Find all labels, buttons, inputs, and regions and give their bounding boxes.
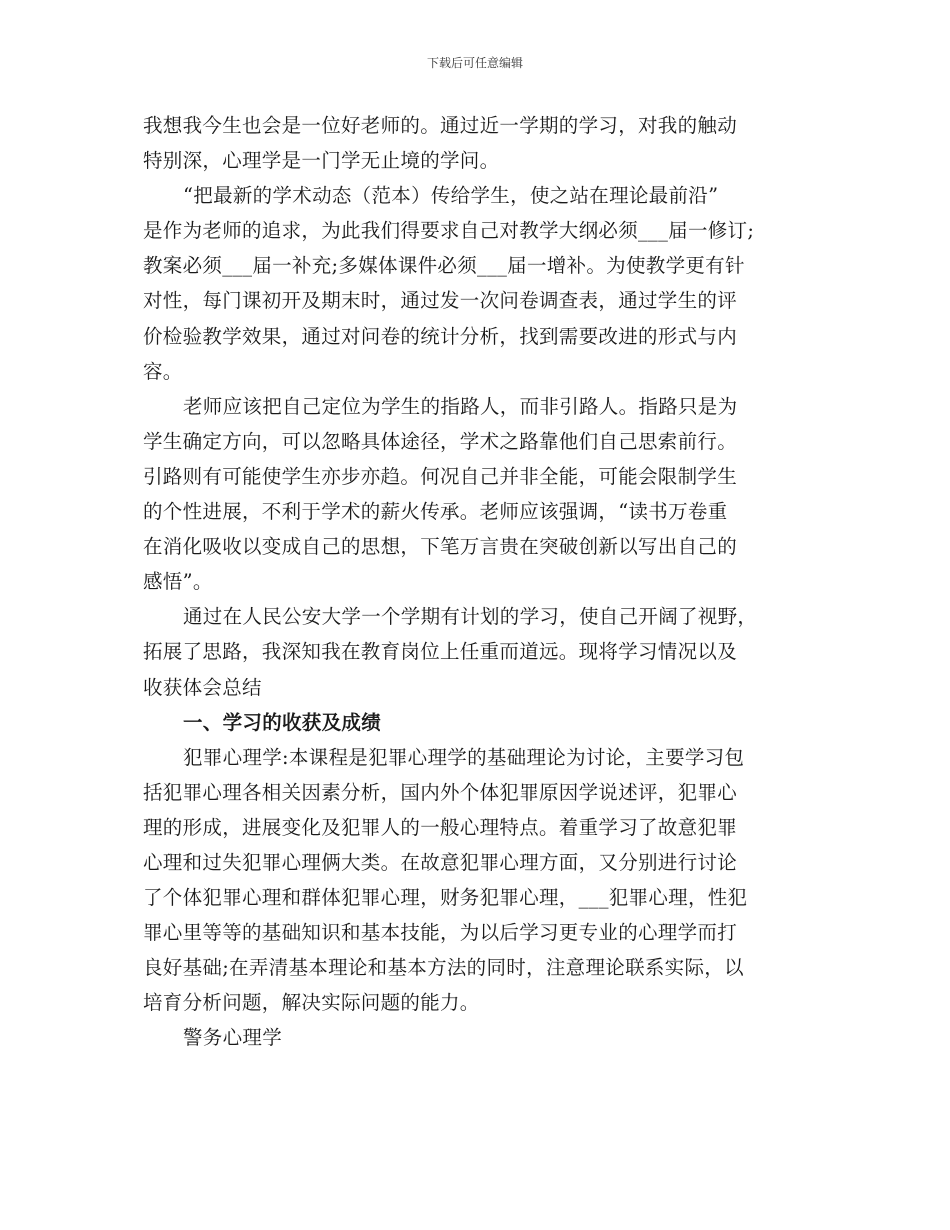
text-line: 我想我今生也会是一位好老师的。通过近一学期的学习，对我的触动 xyxy=(143,114,738,137)
text-line: 老师应该把自己定位为学生的指路人，而非引路人。指路只是为 xyxy=(183,394,738,418)
text-line: 价检验教学效果，通过对问卷的统计分析，找到需要改进的形式与内 xyxy=(143,324,738,348)
text-line: 警务心理学 xyxy=(183,1026,283,1050)
section-heading: 一、学习的收获及成绩 xyxy=(183,710,382,734)
text-line: 对性，每门课初开及期末时，通过发一次问卷调查表，通过学生的评 xyxy=(143,289,738,313)
text-line: 是作为老师的追求，为此我们得要求自己对教学大纲必须___届一修订; xyxy=(143,219,755,243)
text-line: 括犯罪心理各相关因素分析，国内外个体犯罪原因学说述评，犯罪心 xyxy=(143,780,738,804)
text-line: 在消化吸收以变成自己的思想，下笔万言贵在突破创新以写出自己的 xyxy=(143,535,738,559)
page-header: 下载后可任意编辑 xyxy=(426,56,523,70)
text-line: 特别深，心理学是一门学无止境的学问。 xyxy=(143,149,500,173)
text-line: 拓展了思路，我深知我在教育岗位上任重而道远。现将学习情况以及 xyxy=(143,640,738,664)
text-line: 通过在人民公安大学一个学期有计划的学习，使自己开阔了视野， xyxy=(183,605,758,629)
text-line: 心理和过失犯罪心理俩大类。在故意犯罪心理方面，又分别进行讨论 xyxy=(143,850,738,874)
text-line: 良好基础;在弄清基本理论和基本方法的同时，注意理论联系实际，以 xyxy=(143,956,744,980)
text-line: 理的形成，进展变化及犯罪人的一般心理特点。着重学习了故意犯罪 xyxy=(143,815,738,839)
text-line: 收获体会总结 xyxy=(143,675,262,699)
text-line: 容。 xyxy=(143,359,183,383)
text-line: 培育分析问题，解决实际问题的能力。 xyxy=(143,991,480,1015)
text-line: 学生确定方向，可以忽略具体途径，学术之路靠他们自己思索前行。 xyxy=(143,429,738,453)
text-line: 罪心里等等的基础知识和基本技能，为以后学习更专业的心理学而打 xyxy=(143,921,738,945)
text-line: 的个性进展，不利于学术的薪火传承。老师应该强调，“读书万卷重 xyxy=(143,500,728,524)
text-line: 了个体犯罪心理和群体犯罪心理，财务犯罪心理，___犯罪心理，性犯 xyxy=(143,886,748,910)
text-line: 犯罪心理学:本课程是犯罪心理学的基础理论为讨论，主要学习包 xyxy=(183,745,745,769)
document-body xyxy=(143,108,813,1056)
text-line: 教案必须___届一补充;多媒体课件必须___届一增补。为使教学更有针 xyxy=(143,254,745,278)
text-line: “把最新的学术动态（范本）传给学生，使之站在理论最前沿” xyxy=(183,184,719,208)
text-line: 引路则有可能使学生亦步亦趋。何况自己并非全能，可能会限制学生 xyxy=(143,464,738,488)
text-line: 感悟”。 xyxy=(143,570,213,594)
